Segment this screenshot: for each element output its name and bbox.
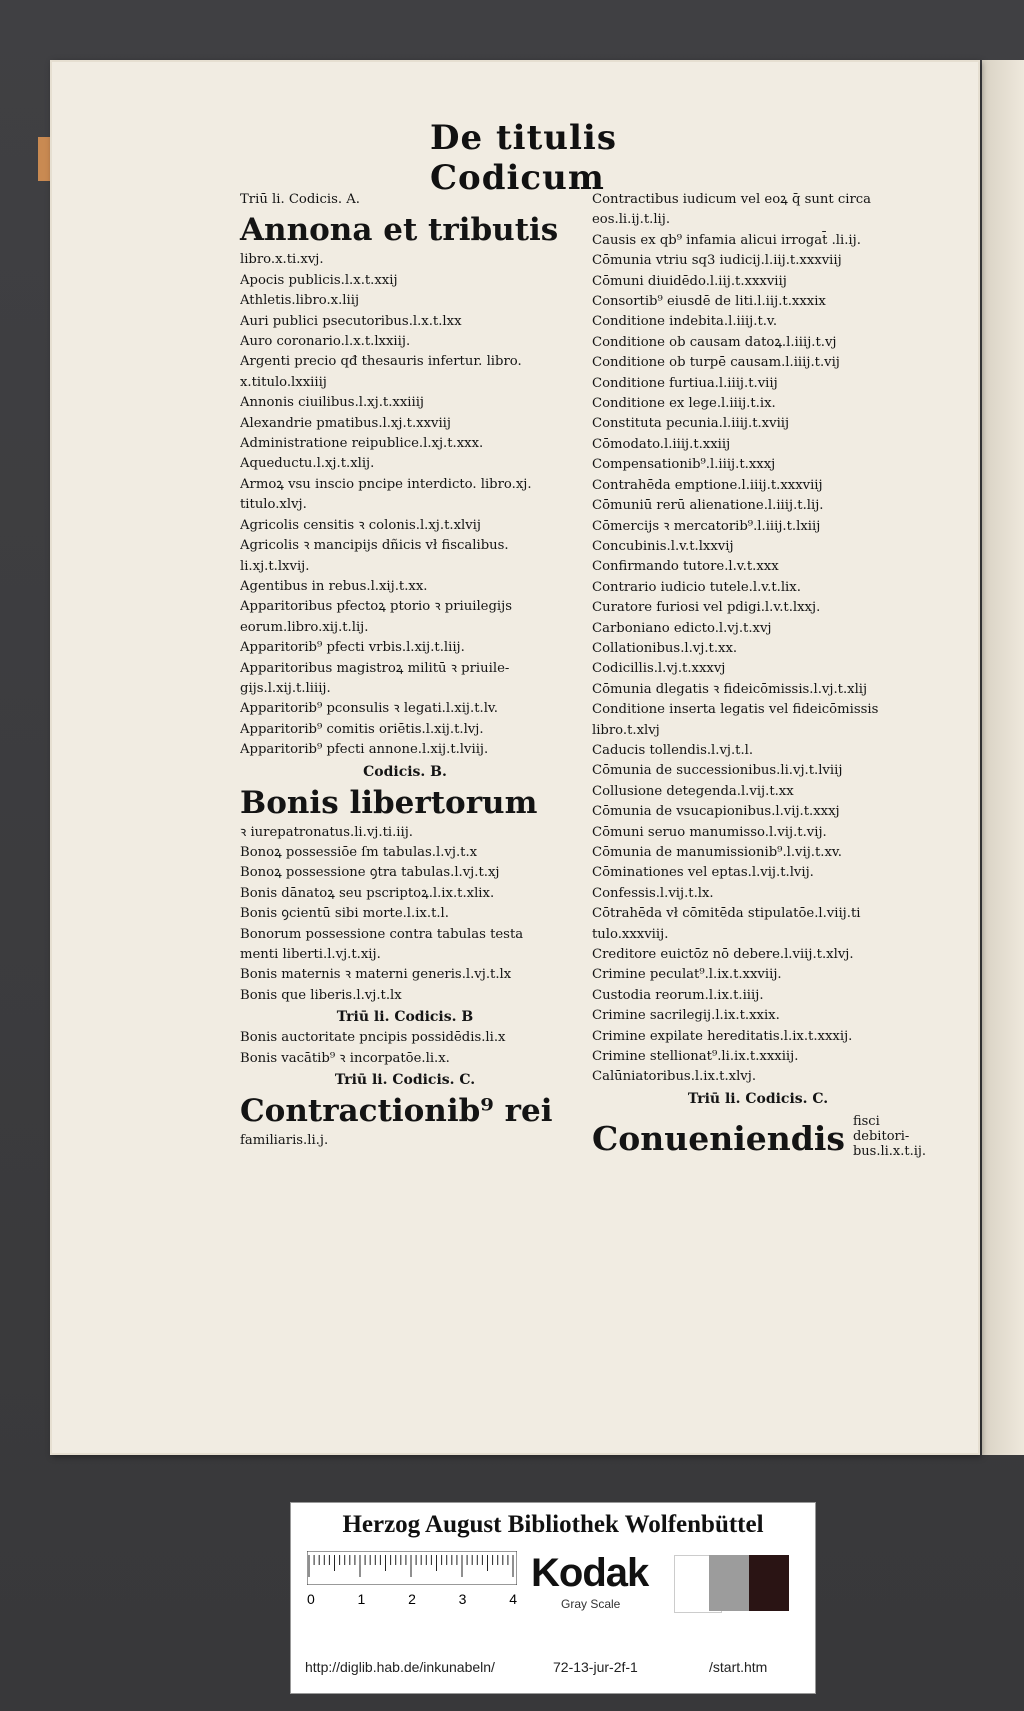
index-entry: Conditione ob causam datoꝝ.l.iiij.t.vj <box>592 334 837 350</box>
index-entry: eos.li.ij.t.lij. <box>592 212 671 228</box>
index-entry: Contrario iudicio tutele.l.v.t.lix. <box>592 579 801 595</box>
index-entry: Collationibus.l.vj.t.xx. <box>592 640 738 656</box>
index-entry: Contrahēda emptione.l.iiij.t.xxxviij <box>592 477 823 493</box>
index-entry: Conditione furtiua.l.iiij.t.viij <box>592 375 778 391</box>
index-entry: familiaris.li.j. <box>240 1133 329 1149</box>
index-entry: Administratione reipublice.l.xj.t.xxx. <box>240 436 484 452</box>
section-triu-b: Triū li. Codicis. B <box>336 1009 474 1026</box>
index-entry: Bonoꝝ possessiōe ſm tabulas.l.vj.t.x <box>240 844 478 860</box>
ruler-number: 4 <box>509 1591 517 1607</box>
index-entry: Bonis que liberis.l.vj.t.lx <box>240 987 402 1003</box>
index-entry: Codicillis.l.vj.t.xxxvj <box>592 661 726 677</box>
index-entry: Cōmercijs ꝛ mercatorib⁹.l.iiij.t.lxiij <box>592 518 821 534</box>
index-entry: Bonorum possessione contra tabulas testa <box>240 926 524 942</box>
index-entry: Apparitorib⁹ pconsulis ꝛ legati.l.xij.t.lv. <box>240 701 498 717</box>
kodak-logo: Kodak <box>531 1551 649 1595</box>
index-entry: Cōmuniū rerū alienatione.l.iiij.t.lij. <box>592 498 824 514</box>
tail-line-2: bus.li.x.t.ij. <box>852 1143 927 1159</box>
section-triu-c: Triū li. Codicis. C. <box>334 1072 476 1089</box>
index-entry: Cōmunia vtriu sq3 iudicij.l.iij.t.xxxviij <box>592 253 842 269</box>
ruler-scale <box>307 1551 517 1585</box>
index-entry: Conditione ex lege.l.iiij.t.ix. <box>592 396 776 412</box>
index-entry: x.titulo.lxxiiij <box>240 374 327 390</box>
index-entry: Contractibus iudicum vel eoꝝ q̄ sunt circa <box>592 192 871 207</box>
index-entry: Cōtrahēda vł cōmitēda stipulatōe.l.viij.ti <box>592 906 861 922</box>
index-entry: Annonis ciuilibus.l.xj.t.xxiiij <box>240 395 425 411</box>
index-entry: libro.t.xlvj <box>592 722 660 738</box>
index-entry: Conditione ob turpē causam.l.iiij.t.vij <box>592 355 840 371</box>
index-entry: Confessis.l.vij.t.lx. <box>592 885 714 901</box>
index-entry: Curatore furiosi vel pdigi.l.v.t.lxxj. <box>592 600 821 616</box>
index-entry: Bonis maternis ꝛ materni generis.l.vj.t.lx <box>240 967 512 983</box>
left-column <box>240 190 570 1151</box>
index-entry: libro.x.ti.xvj. <box>240 252 324 268</box>
color-calibration-card <box>290 1502 816 1694</box>
heading-annona: Annona et tributis <box>240 212 559 249</box>
index-entry: Caducis tollendis.l.vj.t.l. <box>592 742 754 758</box>
index-entry: Agentibus in rebus.l.xij.t.xx. <box>240 578 428 594</box>
index-entry: Crimine sacrilegij.l.ix.t.xxix. <box>592 1008 780 1024</box>
tail-line-1: fisci debitori- <box>852 1113 910 1144</box>
index-section-label: Triū li. Codicis. A. <box>240 192 360 207</box>
heading-conueniendis-tail <box>853 1114 926 1159</box>
index-entry: Apparitorib⁹ pfecti vrbis.l.xij.t.liij. <box>240 640 465 656</box>
index-entry: Bonis ꝯcientū sibi morte.l.ix.t.l. <box>240 906 449 922</box>
ruler-number: 2 <box>408 1591 416 1607</box>
index-entry: gijs.l.xij.t.liiij. <box>240 680 331 696</box>
page-title: De titulis Codicum <box>430 118 617 198</box>
index-entry: Agricolis ꝛ mancipijs dñicis vł fiscalibus. <box>240 538 509 554</box>
url-right: /start.htm <box>709 1659 768 1675</box>
index-entry: Auro coronario.l.x.t.lxxiij. <box>240 334 411 350</box>
index-entry: ꝛ iurepatronatus.li.vj.ti.iij. <box>240 824 414 840</box>
index-entry: menti liberti.l.vj.t.xij. <box>240 947 381 962</box>
index-entry: Cōmuni diuidēdo.l.iij.t.xxxviij <box>592 273 787 289</box>
index-entry: Crimine peculat⁹.l.ix.t.xxviij. <box>592 967 782 983</box>
index-entry: Argenti precio qđ thesauris infertur. libro. <box>240 354 522 370</box>
index-entry: Apparitoribus pfectoꝝ ptorio ꝛ priuilegijs <box>240 599 513 615</box>
index-entry: Bonoꝝ possessione ꝯtra tabulas.l.vj.t.xj <box>240 865 500 881</box>
index-entry: Calūniatoribus.l.ix.t.xlvj. <box>592 1069 757 1085</box>
index-entry: titulo.xlvj. <box>240 497 307 513</box>
url-mid: 72-13-jur-2f-1 <box>553 1659 638 1675</box>
index-entry: Cōmunia dlegatis ꝛ fideicōmissis.l.vj.t.xlij <box>592 681 868 697</box>
index-entry: Apparitoribus magistroꝝ militū ꝛ priuile- <box>240 660 510 676</box>
index-entry: Alexandrie pmatibus.l.xj.t.xxviij <box>240 415 451 431</box>
section-triu-c-right: Triū li. Codicis. C. <box>687 1090 829 1107</box>
index-entry: Concubinis.l.v.t.lxxvij <box>592 538 734 554</box>
index-entry: Cōmodato.l.iiij.t.xxiij <box>592 436 731 452</box>
index-entry: Conditione inserta legatis vel fideicōmissis <box>592 702 879 718</box>
index-entry: Custodia reorum.l.ix.t.iiij. <box>592 987 764 1003</box>
index-entry: Cōmunia de vsucapionibus.l.vij.t.xxxj <box>592 804 840 820</box>
section-codicis-b: Codicis. B. <box>363 763 447 780</box>
heading-conueniendis-block <box>592 1113 927 1159</box>
heading-contractionibus: Contractionib⁹ rei <box>240 1093 553 1130</box>
index-entry: Crimine stellionat⁹.li.ix.t.xxxiij. <box>592 1049 799 1065</box>
index-entry: Crimine expilate hereditatis.l.ix.t.xxxij. <box>592 1028 853 1044</box>
ruler-number: 0 <box>307 1591 315 1607</box>
index-entry: Apparitorib⁹ pfecti annone.l.xij.t.lviij. <box>240 742 489 758</box>
index-entry: eorum.libro.xij.t.lij. <box>240 619 369 635</box>
ruler-number: 1 <box>357 1591 366 1607</box>
index-entry: Cōminationes vel eptas.l.vij.t.lvij. <box>592 865 814 881</box>
heading-conueniendis: Conueniendis <box>592 1118 845 1158</box>
index-entry: Cōmunia de manumissionib⁹.l.vij.t.xv. <box>592 845 842 860</box>
index-entry: Consortib⁹ eiusdē de liti.l.iij.t.xxxix <box>592 294 826 310</box>
index-entry: Apocis publicis.l.x.t.xxij <box>240 272 398 288</box>
index-entry: Collusione detegenda.l.vij.t.xx <box>592 783 794 799</box>
index-entry: Conditione indebita.l.iiij.t.v. <box>592 314 778 330</box>
index-entry: Agricolis censitis ꝛ colonis.l.xj.t.xlvij <box>240 517 481 533</box>
index-entry: li.xj.t.lxvij. <box>240 558 310 574</box>
index-entry: Bonis vacātib⁹ ꝛ incorpatōe.li.x. <box>240 1050 450 1066</box>
index-entry: Compensationib⁹.l.iiij.t.xxxj <box>592 457 776 473</box>
index-entry: Auri publici psecutoribus.l.x.t.lxx <box>240 313 462 329</box>
index-entry: Athletis.libro.x.liij <box>240 293 360 309</box>
index-entry: Armoꝝ vsu inscio pncipe interdicto. libro.xj. <box>240 476 532 492</box>
right-column <box>592 190 927 1159</box>
index-entry: Confirmando tutore.l.v.t.xxx <box>592 559 779 575</box>
index-entry: Creditore euictōz nō debere.l.viij.t.xlvj. <box>592 947 854 963</box>
index-entry: Bonis dānatoꝝ seu pscriptoꝝ.l.ix.t.xlix. <box>240 885 495 901</box>
gray-scale-label: Gray Scale <box>561 1597 621 1611</box>
index-entry: Constituta pecunia.l.iiij.t.xviij <box>592 416 790 432</box>
index-entry: Aqueductu.l.xj.t.xlij. <box>240 456 375 472</box>
facing-page-edge <box>982 60 1024 1455</box>
ruler-numbers <box>307 1591 517 1607</box>
url-left: http://diglib.hab.de/inkunabeln/ <box>305 1659 495 1675</box>
heading-bonis-libertorum: Bonis libertorum <box>240 784 538 821</box>
ruler-number: 3 <box>458 1591 467 1607</box>
swatch-black <box>749 1555 789 1611</box>
library-name: Herzog August Bibliothek Wolfenbüttel <box>342 1511 764 1538</box>
index-entry: tulo.xxxviij. <box>592 926 669 942</box>
index-entry: Apparitorib⁹ comitis oriētis.l.xij.t.lvj. <box>240 721 484 737</box>
index-entry: Cōmuni seruo manumisso.l.vij.t.vij. <box>592 824 827 840</box>
index-entry: Carboniano edicto.l.vj.t.xvj <box>592 620 772 636</box>
index-entry: Bonis auctoritate pncipis possidēdis.li.x <box>240 1030 506 1046</box>
index-entry: Causis ex qb⁹ infamia alicui irrogat̄ .li.ij. <box>592 232 861 248</box>
index-entry: Cōmunia de successionibus.li.vj.t.lviij <box>592 763 843 779</box>
